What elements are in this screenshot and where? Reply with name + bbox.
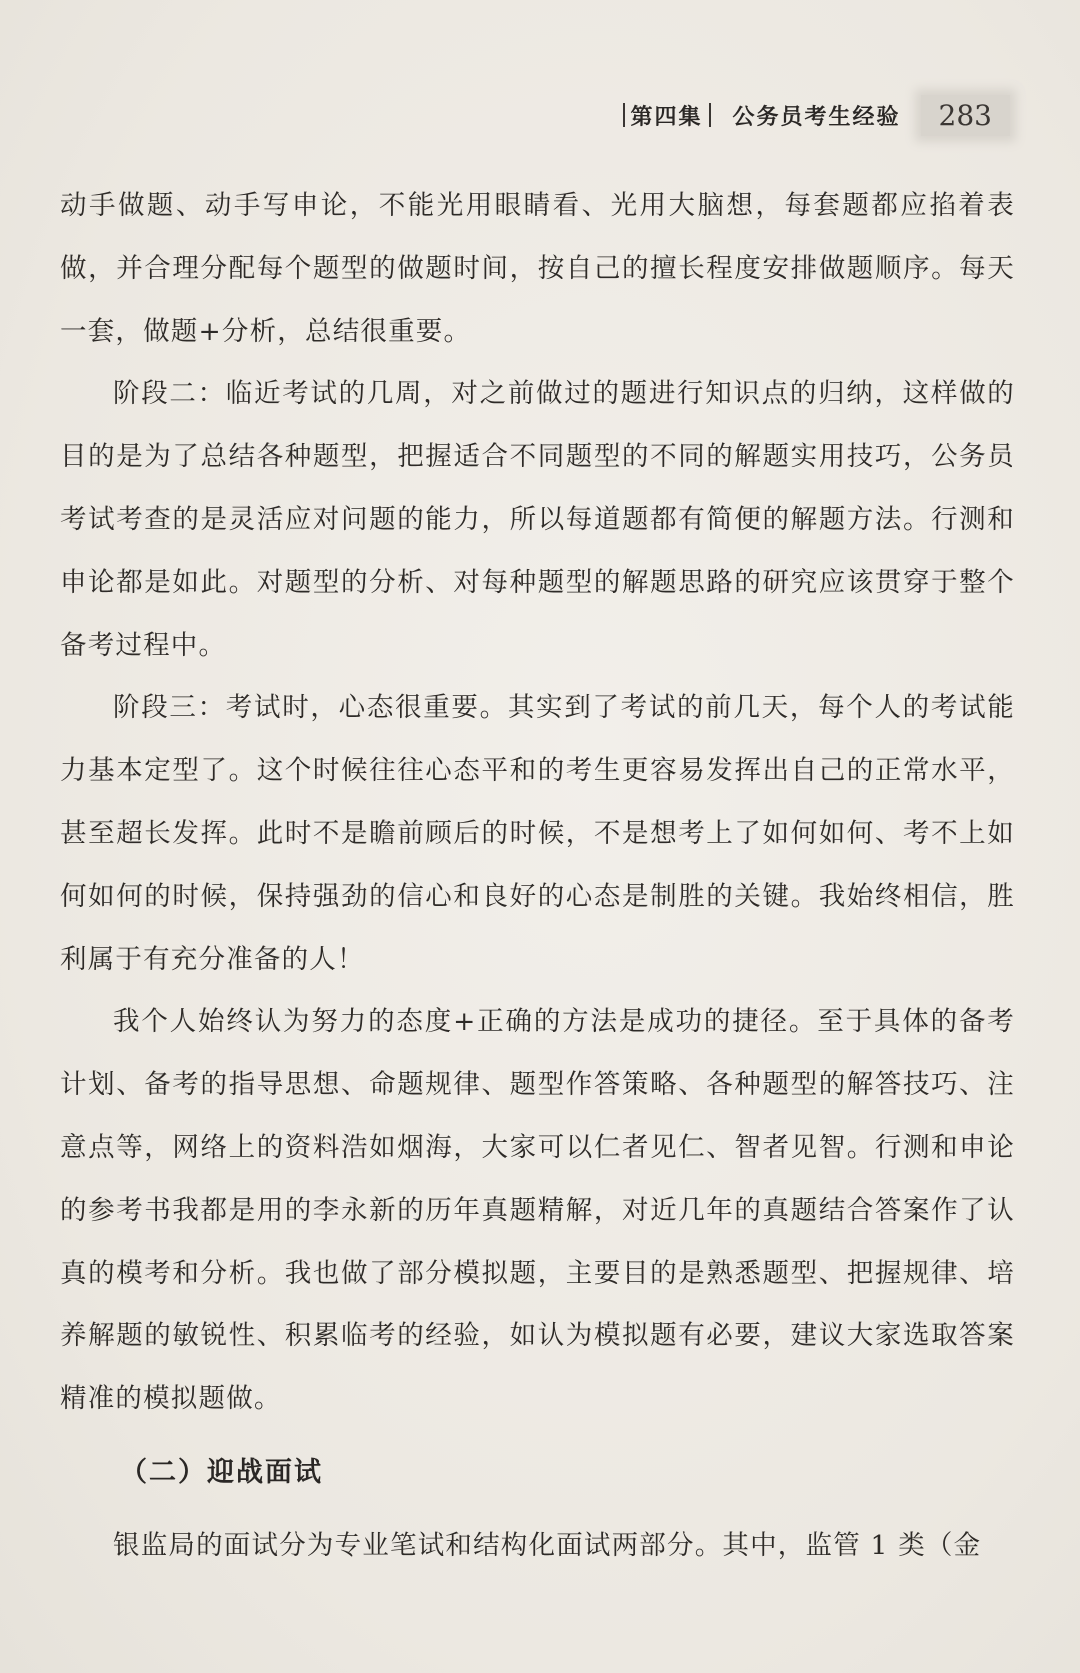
paragraph-stage-two: 阶段二：临近考试的几周，对之前做过的题进行知识点的归纳，这样做的目的是为了总结各种题型，把握适合不同题型的不同的解题实用技巧，公务员考试考查的是灵活应对问题的能力，所以每道题都有简便的解题方法。行测和申论都是如此。对题型的分析、对每种题型的解题思路的研究应该贯穿于整个备考过程中。 bbox=[60, 378, 1015, 661]
paragraph-stage-three: 阶段三：考试时，心态很重要。其实到了考试的前几天，每个人的考试能力基本定型了。这个时候往往心态平和的考生更容易发挥出自己的正常水平，甚至超长发挥。此时不是瞻前顾后的时候，不是想考上了如何如何、考不上如何如何的时候，保持强劲的信心和良好的心态是制胜的关键。我始终相信，胜利属于有充分准备的人！ bbox=[60, 692, 1015, 975]
header-divider-right bbox=[709, 103, 711, 127]
section-label: 第四集 bbox=[630, 104, 703, 130]
page-number: 283 bbox=[921, 95, 1010, 136]
header-divider-left bbox=[623, 103, 625, 127]
paragraph-interview: 银监局的面试分为专业笔试和结构化面试两部分。其中，监管 1 类（金 bbox=[113, 1529, 982, 1561]
paragraph-continued: 动手做题、动手写申论，不能光用眼睛看、光用大脑想，每套题都应掐着表做，并合理分配每个题型的做题时间，按自己的擅长程度安排做题顺序。每天一套，做题+分析，总结很重要。 bbox=[60, 190, 1015, 347]
body-text bbox=[60, 175, 1015, 1578]
running-head bbox=[617, 92, 1010, 138]
chapter-title: 公务员考生经验 bbox=[732, 104, 901, 130]
paragraph-method: 我个人始终认为努力的态度+正确的方法是成功的捷径。至于具体的备考计划、备考的指导思想、命题规律、题型作答策略、各种题型的解答技巧、注意点等，网络上的资料浩如烟海，大家可以仁者见仁、智者见智。行测和申论的参考书我都是用的李永新的历年真题精解，对近几年的真题结合答案作了认真的模考和分析。我也做了部分模拟题，主要目的是熟悉题型、把握规律、培养解题的敏锐性、积累临考的经验，如认为模拟题有必要，建议大家选取答案精准的模拟题做。 bbox=[60, 1006, 1015, 1415]
section-heading: （二）迎战面试 bbox=[120, 1456, 323, 1488]
